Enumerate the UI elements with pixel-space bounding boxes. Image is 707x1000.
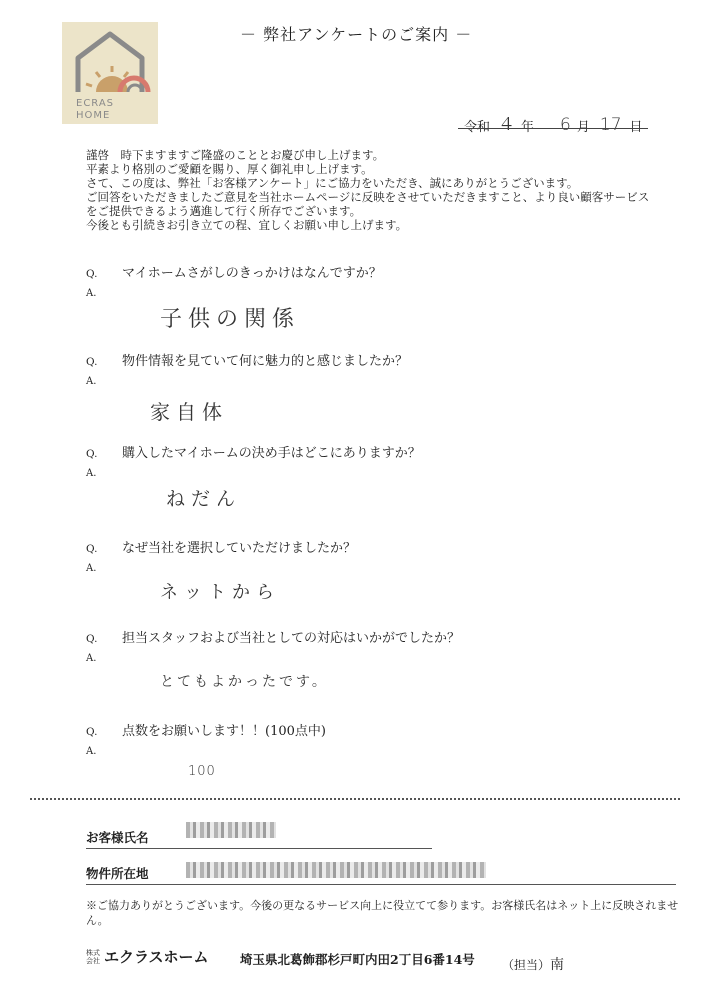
question-text: 物件情報を見ていて何に魅力的と感じましたか？ bbox=[122, 354, 409, 369]
q-marker: Q. bbox=[86, 633, 98, 645]
date-year-unit: 年 bbox=[521, 120, 535, 135]
logo-text-1: ECRAS bbox=[76, 98, 115, 109]
intro-line: をご提供できるよう邁進して行く所存でございます。 bbox=[86, 204, 362, 218]
qa-item bbox=[86, 350, 408, 388]
company-name-text: エクラスホーム bbox=[104, 948, 209, 966]
q-marker: Q. bbox=[86, 726, 98, 738]
intro-line: ご回答をいただきましたご意見を当社ホームページに反映をさせていただきますこと、より良い顧客サービス bbox=[86, 190, 650, 204]
question-text: 点数をお願いします！！(100点中) bbox=[122, 724, 326, 739]
address-redacted bbox=[186, 862, 486, 878]
date bbox=[458, 110, 643, 135]
company-logo bbox=[62, 22, 158, 124]
question-text: なぜ当社を選択していただけましたか？ bbox=[122, 541, 357, 556]
date-era: 令和 bbox=[464, 120, 491, 135]
answer-text: とてもよかったです。 bbox=[160, 674, 329, 690]
customer-name-underline bbox=[86, 848, 432, 849]
answer-text: 100 bbox=[188, 764, 216, 779]
q-marker: Q. bbox=[86, 268, 98, 280]
a-marker: A. bbox=[86, 746, 97, 757]
date-day: 17 bbox=[599, 115, 622, 135]
company-address: 埼玉県北葛飾郡杉戸町内田2丁目6番14号 bbox=[240, 952, 475, 967]
customer-name-label: お客様氏名 bbox=[86, 830, 149, 845]
qa-item bbox=[86, 537, 356, 575]
qa-item bbox=[86, 262, 382, 300]
a-marker: A. bbox=[86, 288, 97, 299]
answer-text: ネットから bbox=[160, 582, 280, 603]
company-prefix bbox=[86, 949, 102, 965]
intro-line: 謹啓 時下ますますご隆盛のこととお慶び申し上げます。 bbox=[86, 148, 385, 162]
date-month: 6 bbox=[560, 115, 571, 135]
question-text: 担当スタッフおよび当社としての対応はいかがでしたか？ bbox=[122, 631, 461, 646]
a-marker: A. bbox=[86, 468, 97, 479]
a-marker: A. bbox=[86, 563, 97, 574]
qa-item bbox=[86, 720, 326, 758]
a-marker: A. bbox=[86, 653, 97, 664]
company-prefix-1: 株式 bbox=[86, 948, 100, 957]
q-marker: Q. bbox=[86, 356, 98, 368]
staff bbox=[502, 954, 564, 974]
question-text: 購入したマイホームの決め手はどこにありますか？ bbox=[122, 446, 421, 461]
date-day-unit: 日 bbox=[629, 120, 643, 135]
logo-text-2: HOME bbox=[76, 110, 111, 121]
q-marker: Q. bbox=[86, 448, 98, 460]
answer-text: 子供の関係 bbox=[160, 307, 301, 332]
date-year: ４ bbox=[498, 115, 516, 135]
date-month-unit: 月 bbox=[576, 120, 590, 135]
answer-text: 家自体 bbox=[150, 400, 228, 424]
answer-text: ねだん bbox=[166, 488, 242, 510]
intro-line: 今後とも引続きお引き立ての程、宜しくお願い申し上げます。 bbox=[86, 218, 408, 232]
qa-item bbox=[86, 442, 421, 480]
privacy-note: ※ご協力ありがとうございます。今後の更なるサービス向上に役立てて参ります。お客様氏名はネット上に反映されません。 bbox=[86, 899, 679, 927]
company-name bbox=[86, 946, 209, 967]
address-underline bbox=[86, 884, 676, 885]
qa-item bbox=[86, 627, 460, 665]
staff-name: 南 bbox=[550, 957, 565, 973]
intro-text bbox=[86, 148, 676, 232]
q-marker: Q. bbox=[86, 543, 98, 555]
address-label: 物件所在地 bbox=[86, 866, 149, 881]
page-title: － 弊社アンケートのご案内 － bbox=[240, 25, 473, 44]
a-marker: A. bbox=[86, 376, 97, 387]
intro-line: さて、この度は、弊社「お客様アンケート」にご協力をいただき、誠にありがとうございます。 bbox=[86, 176, 579, 190]
intro-line: 平素より格別のご愛顧を賜り、厚く御礼申し上げます。 bbox=[86, 162, 373, 176]
staff-label: （担当） bbox=[502, 958, 551, 972]
customer-name-redacted bbox=[186, 822, 276, 838]
company-prefix-2: 会社 bbox=[86, 956, 100, 965]
question-text: マイホームさがしのきっかけはなんですか？ bbox=[122, 266, 382, 281]
dotted-divider bbox=[30, 798, 680, 800]
date-underline bbox=[458, 128, 648, 129]
